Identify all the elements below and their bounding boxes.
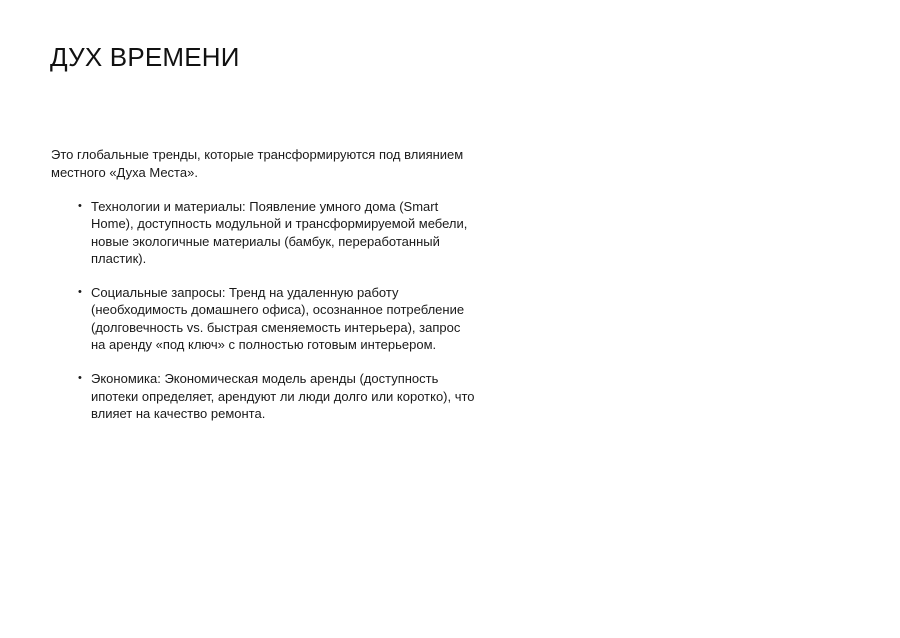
list-item bbox=[78, 198, 478, 267]
list-item bbox=[78, 284, 478, 353]
list-item bbox=[78, 370, 478, 422]
bullet-icon: • bbox=[78, 286, 82, 299]
bullet-icon: • bbox=[78, 372, 82, 385]
bullet-icon: • bbox=[78, 200, 82, 212]
trend-social-text: Социальные запросы: Тренд на удаленную работу (необходимость домашнего офиса), осознанное потребление (долговечность vs. быстрая сменяемость интерьера), запрос на аренду «под ключ» с полностью готовым интерьером. bbox=[91, 285, 465, 353]
intro-paragraph: Это глобальные тренды, которые трансформируются под влиянием местного «Духа Места». bbox=[51, 147, 464, 180]
trend-list bbox=[78, 198, 478, 439]
trend-economy-text: Экономика: Экономическая модель аренды (доступность ипотеки определяет, арендуют ли люди долго или коротко), что влияет на качество ремонта. bbox=[91, 371, 475, 421]
trend-technology-text: Технологии и материалы: Появление умного дома (Smart Home), доступность модульной и трансформируемой мебели, новые экологичные материалы (бамбук, переработанный пластик). bbox=[91, 199, 468, 266]
page-title: ДУХ ВРЕМЕНИ bbox=[50, 42, 240, 72]
